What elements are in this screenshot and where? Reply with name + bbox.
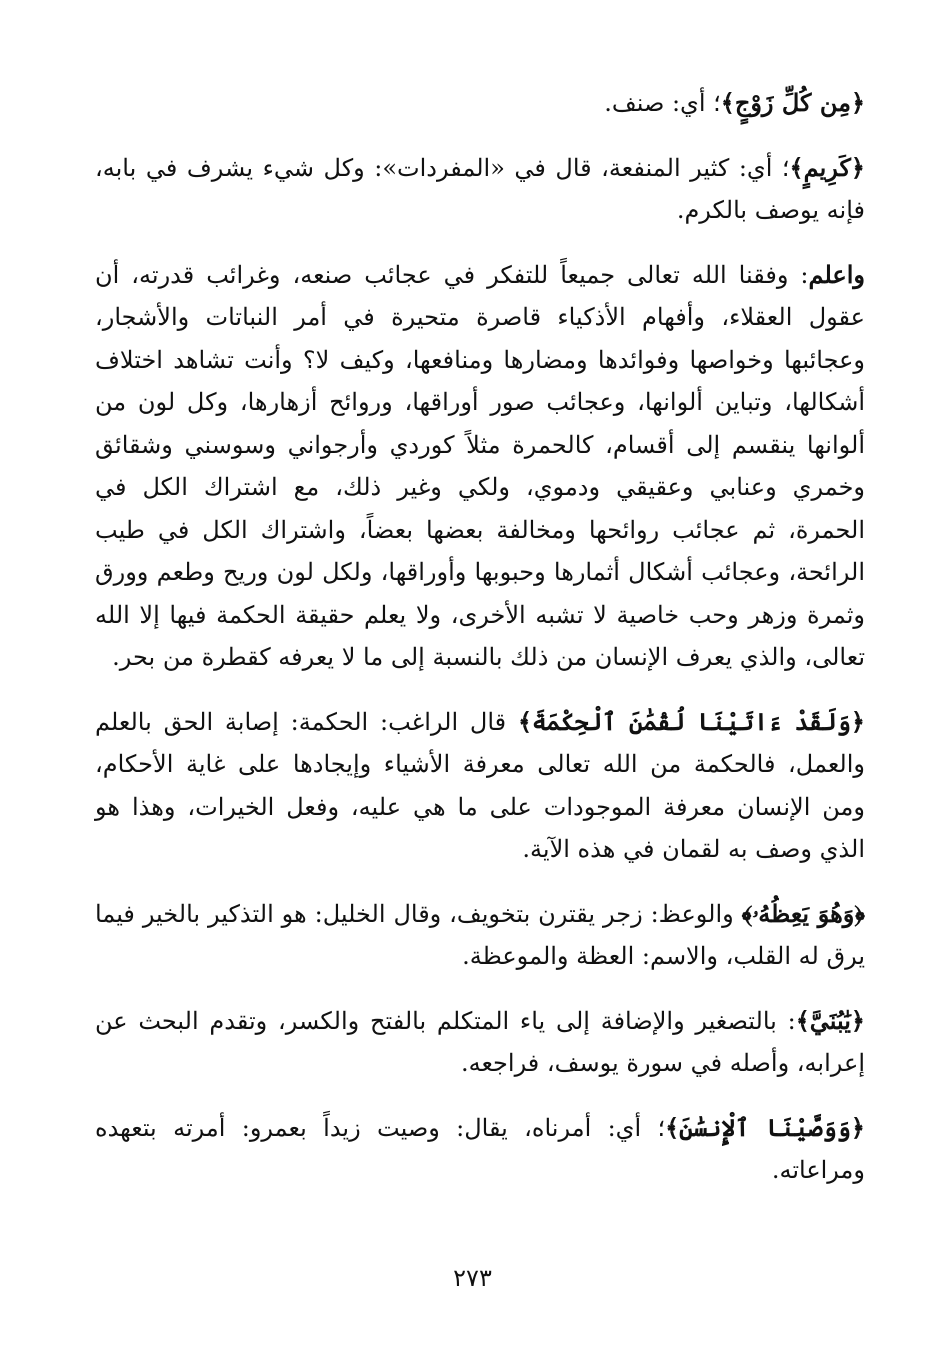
paragraph-min-kulli-zawj — [95, 82, 865, 125]
paragraph-text: : بالتصغير والإضافة إلى ياء المتكلم بالفتح والكسر، وتقدم البحث عن إعرابه، وأصله في سورة يوسف، فراجعه. — [95, 1006, 865, 1077]
quran-quote: ﴿كَرِيمٍ﴾ — [789, 152, 865, 182]
quran-quote: ﴿وَلَقَدْ ءَاتَيْنَا لُقْمَٰنَ ٱلْحِكْمَةَ﴾ — [517, 706, 865, 736]
paragraph-waalam — [95, 254, 865, 679]
quran-quote: ﴿مِن كُلِّ زَوْجٍ﴾ — [720, 88, 865, 117]
paragraph-wahuwa-yaizuhu — [95, 893, 865, 978]
paragraph-ya-bunayya — [95, 1000, 865, 1085]
paragraph-text: ؛ أي: كثير المنفعة، قال في «المفردات»: وكل شيء يشرف في بابه، فإنه يوصف بالكرم. — [95, 153, 865, 224]
quran-quote: ﴿وَوَصَّيْنَا ٱلْإِنسَٰنَ﴾ — [665, 1112, 865, 1142]
quran-quote: ﴿يَٰبُنَيَّ﴾ — [795, 1005, 865, 1035]
paragraph-karim — [95, 147, 865, 232]
page-number: ٢٧٣ — [453, 1264, 492, 1292]
paragraph-text: قال الراغب: الحكمة: إصابة الحق بالعلم والعمل، فالحكمة من الله تعالى معرفة الأشياء وإيجادها على غاية الأحكام، ومن الإنسان معرفة الموجودات على ما هي عليه، وفعل الخيرات، وهذا هو الذي وصف به لقمان في هذه الآية. — [95, 707, 865, 863]
quran-quote: ﴿وَهُوَ يَعِظُهُۥ﴾ — [741, 898, 865, 928]
page-body — [95, 82, 865, 1214]
paragraph-text: : وفقنا الله تعالى جميعاً للتفكر في عجائب صنعه، وغرائب قدرته، أن عقول العقلاء، وأفهام الأذكياء قاصرة متحيرة في أمر النباتات والأشجار، وعجائبها وخواصها وفوائدها ومضارها ومنافعها، وكيف لا؟ وأنت تشاهد اختلاف أشكالها، وتباين ألوانها، وعجائب صور أوراقها، وروائح أزهارها، وكل لون من ألوانها ينقسم إلى أقسام، كالحمرة مثلاً كوردي وأرجواني وسوسني وشقائق وخمري وعنابي وعقيقي ودموي، ولكي وغير ذلك، مع اشتراك الكل في الحمرة، ثم عجائب روائحها ومخالفة بعضها بعضاً، واشتراك الكل في طيب الرائحة، وعجائب أشكال أثمارها وحبوبها وأوراقها، ولكل لون وريح وطعم وورق وثمرة وزهر وحب خاصية لا تشبه الأخرى، ولا يعلم حقيقة الحكمة فيها إلا الله تعالى، والذي يعرف الإنسان من ذلك بالنسبة إلى ما لا يعرفه كقطرة من بحر. — [95, 260, 865, 671]
paragraph-wawassayna — [95, 1107, 865, 1192]
paragraph-text: ؛ أي: أمرناه، يقال: وصيت زيداً بعمرو: أمرته بتعهده ومراعاته. — [95, 1113, 865, 1184]
paragraph-text: والوعظ: زجر يقترن بتخويف، وقال الخليل: هو التذكير بالخير فيما يرق له القلب، والاسم: العظة والموعظة. — [95, 899, 865, 970]
lead-word: واعلم — [808, 259, 866, 289]
paragraph-text: ؛ أي: صنف. — [604, 89, 721, 117]
paragraph-hikmah — [95, 701, 865, 871]
